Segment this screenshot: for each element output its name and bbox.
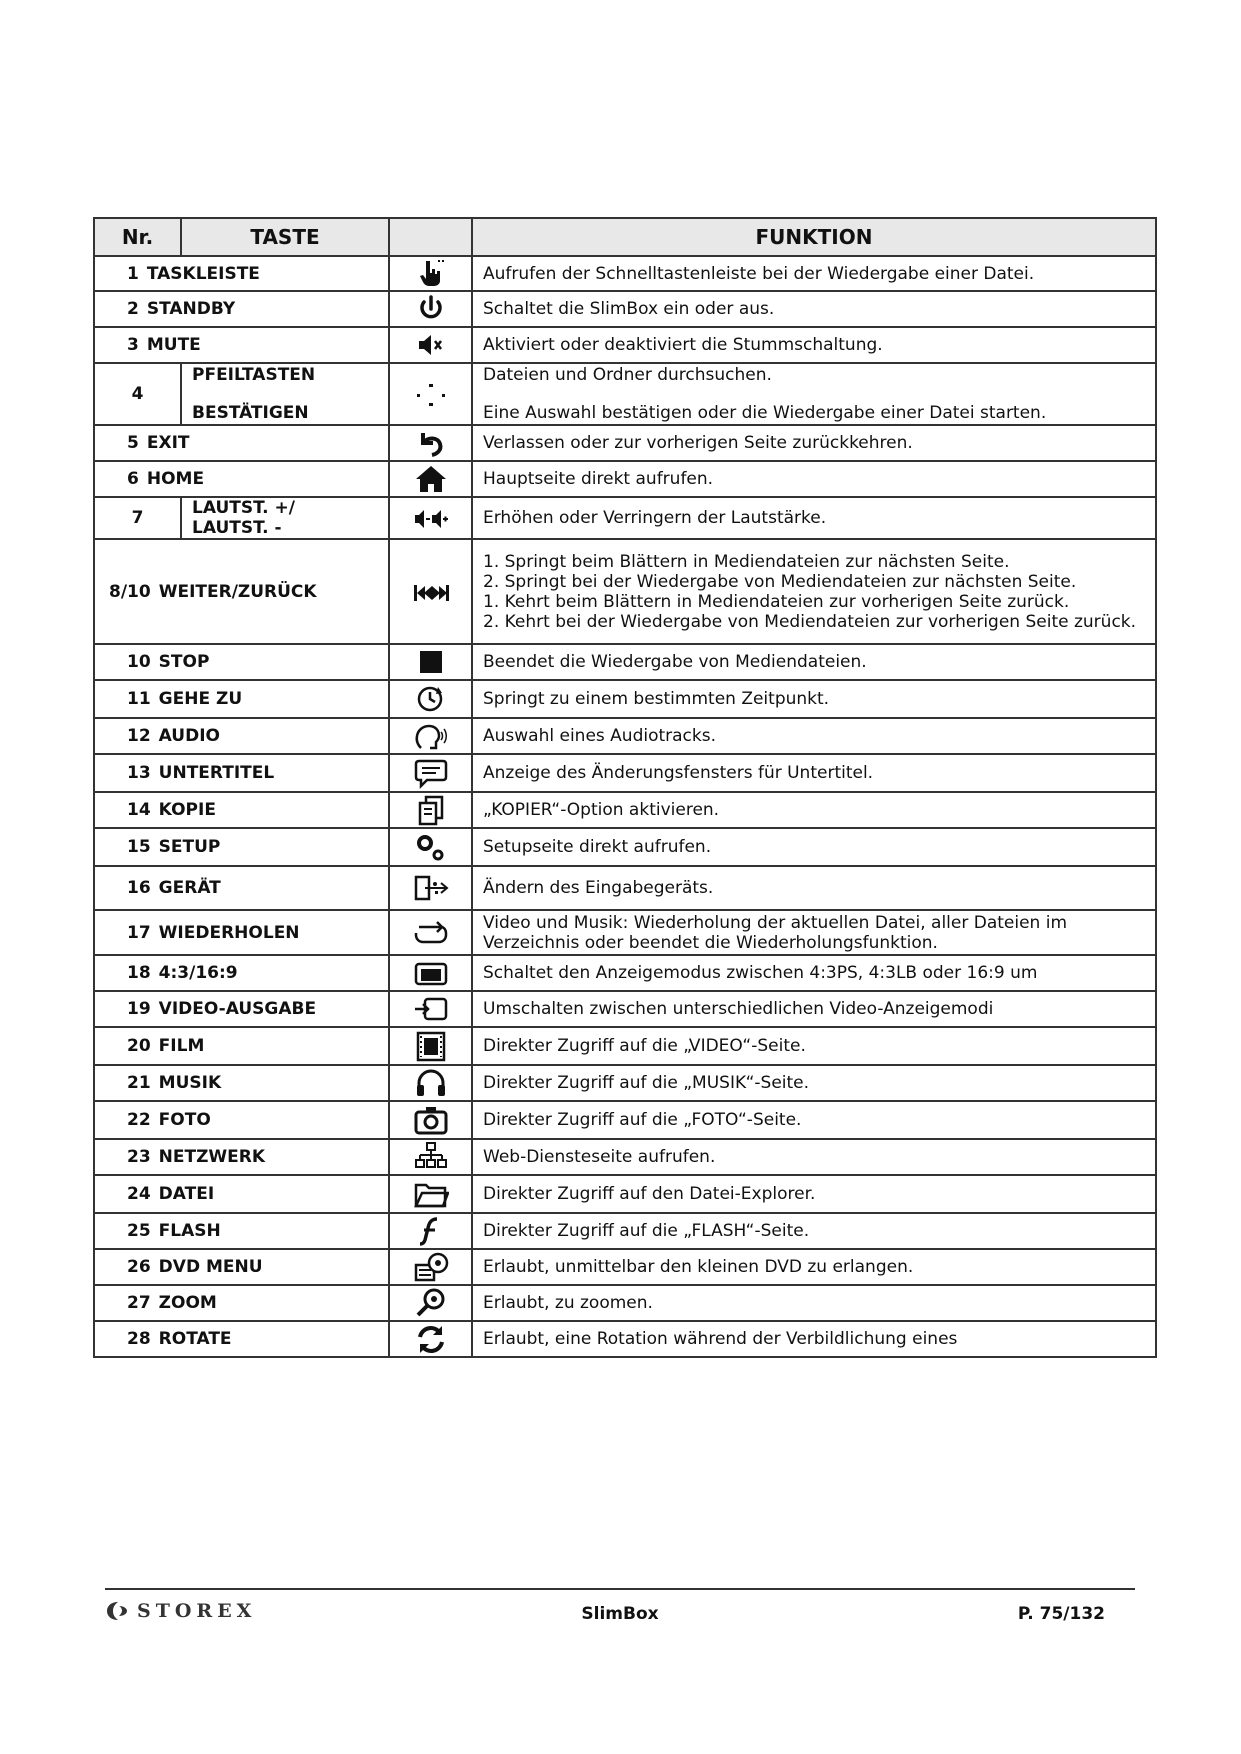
power-icon	[413, 299, 449, 319]
row-nr-taste	[94, 539, 389, 644]
row-funktion	[472, 866, 1156, 910]
row-funktion-line: Direkter Zugriff auf die „FLASH“-Seite.	[483, 1221, 810, 1241]
row-nr-taste-label	[95, 999, 388, 1019]
row-taste: EXIT	[146, 433, 190, 453]
row-nr: 8/10	[109, 581, 151, 602]
row-nr-taste-label	[95, 1329, 388, 1349]
row-nr-taste-label	[95, 1036, 388, 1056]
dvd-menu-icon	[413, 1257, 449, 1277]
row-icon-cell	[389, 1285, 472, 1321]
row-taste: DATEI	[158, 1184, 215, 1204]
row-nr: 13	[127, 763, 151, 783]
row-nr: 4	[94, 363, 181, 425]
row-nr-taste	[94, 1321, 389, 1357]
row-nr-taste	[94, 910, 389, 955]
row-taste: MUSIK	[158, 1073, 222, 1093]
row-funktion-line: Web-Diensteseite aufrufen.	[483, 1147, 716, 1167]
gears-icon	[413, 837, 449, 857]
row-nr-taste-label	[95, 299, 388, 319]
table-row	[94, 1027, 1156, 1065]
row-taste: NETZWERK	[158, 1147, 266, 1167]
row-funktion	[472, 1321, 1156, 1357]
row-funktion-line: Auswahl eines Audiotracks.	[483, 726, 717, 746]
row-nr-taste	[94, 644, 389, 680]
zoom-icon	[413, 1293, 449, 1313]
usb-device-icon	[413, 878, 449, 898]
row-nr-taste	[94, 1101, 389, 1139]
row-nr-taste	[94, 1285, 389, 1321]
row-nr: 10	[127, 652, 151, 672]
row-funktion	[472, 644, 1156, 680]
row-taste: VIDEO-AUSGABE	[158, 999, 317, 1019]
row-nr: 2	[127, 299, 139, 319]
row-taste: DVD MENU	[158, 1257, 263, 1277]
row-nr: 19	[127, 999, 151, 1019]
row-nr-taste-label	[95, 264, 388, 284]
row-funktion	[472, 792, 1156, 828]
row-nr-taste-label	[95, 335, 388, 355]
table-row	[94, 792, 1156, 828]
row-icon-cell	[389, 1321, 472, 1357]
table-row	[94, 991, 1156, 1027]
table-row	[94, 1249, 1156, 1285]
row-taste: WEITER/ZURÜCK	[158, 581, 317, 602]
header-icon	[389, 218, 472, 256]
row-funktion-line: Verlassen oder zur vorherigen Seite zurückkehren.	[483, 433, 913, 453]
row-taste: WIEDERHOLEN	[158, 922, 300, 943]
row-funktion-line: Anzeige des Änderungsfensters für Untertitel.	[483, 763, 874, 783]
skip-icon	[413, 582, 449, 602]
row-nr-taste-label	[95, 763, 388, 783]
row-taste-line: LAUTST. -	[192, 518, 282, 538]
row-funktion-line: Verzeichnis oder beendet die Wiederholungsfunktion.	[483, 932, 938, 953]
row-taste: UNTERTITEL	[158, 763, 275, 783]
table-row	[94, 291, 1156, 327]
row-taste-line: BESTÄTIGEN	[192, 403, 309, 423]
key-function-table	[93, 217, 1157, 1358]
row-funktion-line: 1. Springt beim Blättern in Mediendateien zur nächsten Seite.	[483, 551, 1010, 572]
table-row	[94, 955, 1156, 991]
row-funktion	[472, 461, 1156, 497]
storex-logo-text: STOREX	[137, 1600, 257, 1622]
row-taste: KOPIE	[158, 800, 216, 820]
row-taste: STOP	[158, 652, 210, 672]
row-icon-cell	[389, 327, 472, 363]
row-nr-taste-label	[95, 878, 388, 898]
row-funktion	[472, 539, 1156, 644]
row-funktion-line: Setupseite direkt aufrufen.	[483, 837, 712, 857]
row-funktion	[472, 955, 1156, 991]
table-row	[94, 718, 1156, 754]
row-nr-taste-label	[95, 1110, 388, 1130]
table-row	[94, 497, 1156, 539]
table-row	[94, 363, 1156, 425]
row-nr: 22	[127, 1110, 151, 1130]
folder-icon	[413, 1184, 449, 1204]
row-nr-taste	[94, 955, 389, 991]
row-nr-taste	[94, 256, 389, 291]
volume-icon	[413, 508, 449, 528]
row-nr: 1	[127, 263, 139, 284]
row-icon-cell	[389, 955, 472, 991]
row-nr-taste	[94, 991, 389, 1027]
row-icon-cell	[389, 1139, 472, 1175]
row-nr: 5	[127, 433, 139, 453]
row-nr-taste	[94, 291, 389, 327]
header-taste: TASTE	[181, 218, 389, 256]
headphones-icon	[413, 1073, 449, 1093]
row-nr: 17	[127, 922, 151, 943]
table-row	[94, 1285, 1156, 1321]
row-taste-line: PFEILTASTEN	[192, 365, 316, 385]
table-row	[94, 866, 1156, 910]
row-taste	[181, 497, 389, 539]
row-taste-line: LAUTST. +/	[192, 498, 295, 518]
network-icon	[413, 1147, 449, 1167]
row-icon-cell	[389, 644, 472, 680]
page-footer	[105, 1588, 1135, 1630]
film-icon	[413, 1036, 449, 1056]
row-funktion	[472, 1285, 1156, 1321]
repeat-icon	[413, 923, 449, 943]
row-nr-taste-label	[95, 923, 388, 943]
stop-icon	[413, 652, 449, 672]
row-nr-taste-label	[95, 1257, 388, 1277]
row-nr-taste-label	[95, 433, 388, 453]
row-nr: 21	[127, 1073, 151, 1093]
row-funktion-line: Ändern des Eingabegeräts.	[483, 878, 714, 898]
row-nr: 15	[127, 837, 151, 857]
arrow-keys-icon	[413, 384, 449, 404]
row-nr-taste	[94, 718, 389, 754]
return-icon	[413, 433, 449, 453]
row-funktion-line: Direkter Zugriff auf die „VIDEO“-Seite.	[483, 1036, 806, 1056]
row-taste: AUDIO	[158, 726, 220, 746]
row-nr-taste-label	[95, 1221, 388, 1241]
row-nr-taste	[94, 754, 389, 792]
row-nr: 14	[127, 800, 151, 820]
row-funktion-line: Aktiviert oder deaktiviert die Stummschaltung.	[483, 335, 883, 355]
audio-head-icon	[413, 726, 449, 746]
row-icon-cell	[389, 680, 472, 718]
row-icon-cell	[389, 256, 472, 291]
row-funktion	[472, 828, 1156, 866]
table-row	[94, 539, 1156, 644]
row-nr: 12	[127, 726, 151, 746]
mute-icon	[413, 335, 449, 355]
speech-bubble-icon	[413, 763, 449, 783]
table-body	[94, 256, 1156, 1357]
home-icon	[413, 469, 449, 489]
row-funktion-line: Beendet die Wiedergabe von Mediendateien.	[483, 652, 867, 672]
row-icon-cell	[389, 425, 472, 461]
row-funktion	[472, 363, 1156, 425]
row-nr-taste	[94, 792, 389, 828]
row-nr-taste	[94, 425, 389, 461]
row-funktion	[472, 1249, 1156, 1285]
footer-row	[105, 1590, 1135, 1630]
row-funktion-line: Erlaubt, unmittelbar den kleinen DVD zu erlangen.	[483, 1257, 914, 1277]
row-nr: 25	[127, 1221, 151, 1241]
row-nr: 3	[127, 335, 139, 355]
row-nr: 11	[127, 689, 151, 709]
row-funktion	[472, 718, 1156, 754]
table-row	[94, 1101, 1156, 1139]
row-nr-taste-label	[95, 837, 388, 857]
key-function-table-container	[93, 217, 1155, 1358]
row-funktion-line: Erlaubt, eine Rotation während der Verbildlichung eines	[483, 1329, 958, 1349]
row-icon-cell	[389, 828, 472, 866]
row-funktion	[472, 1175, 1156, 1213]
row-funktion-line: Erhöhen oder Verringern der Lautstärke.	[483, 508, 827, 528]
row-nr: 23	[127, 1147, 151, 1167]
product-name: SlimBox	[581, 1604, 659, 1624]
table-header-row	[94, 218, 1156, 256]
row-nr-taste-label	[95, 652, 388, 672]
row-nr-taste-label	[95, 963, 388, 983]
row-nr-taste-label	[95, 469, 388, 489]
row-funktion	[472, 327, 1156, 363]
row-nr: 27	[127, 1293, 151, 1313]
row-icon-cell	[389, 497, 472, 539]
row-nr: 20	[127, 1036, 151, 1056]
row-funktion	[472, 1213, 1156, 1249]
row-icon-cell	[389, 1175, 472, 1213]
row-nr-taste	[94, 1139, 389, 1175]
row-taste: STANDBY	[146, 299, 236, 319]
table-row	[94, 1213, 1156, 1249]
row-nr-taste-label	[95, 800, 388, 820]
row-nr-taste-label	[95, 689, 388, 709]
row-nr-taste	[94, 866, 389, 910]
row-funktion-line: Erlaubt, zu zoomen.	[483, 1293, 653, 1313]
row-funktion-line: Dateien und Ordner durchsuchen.	[483, 365, 772, 385]
row-nr-taste	[94, 1065, 389, 1101]
row-funktion-line: „KOPIER“-Option aktivieren.	[483, 800, 720, 820]
row-nr: 6	[127, 469, 139, 489]
row-taste: MUTE	[146, 335, 201, 355]
row-icon-cell	[389, 1027, 472, 1065]
row-funktion-line: 1. Kehrt beim Blättern in Mediendateien zur vorherigen Seite zurück.	[483, 591, 1070, 612]
row-icon-cell	[389, 910, 472, 955]
row-funktion-line: Eine Auswahl bestätigen oder die Wiedergabe einer Datei starten.	[483, 403, 1047, 423]
row-nr: 7	[94, 497, 181, 539]
flash-icon	[413, 1221, 449, 1241]
row-nr: 28	[127, 1329, 151, 1349]
row-funktion	[472, 680, 1156, 718]
header-nr: Nr.	[94, 218, 181, 256]
copy-icon	[413, 800, 449, 820]
table-row	[94, 644, 1156, 680]
row-icon-cell	[389, 539, 472, 644]
row-nr-taste	[94, 1249, 389, 1285]
table-row	[94, 828, 1156, 866]
row-nr-taste-label	[95, 582, 388, 602]
row-funktion	[472, 1065, 1156, 1101]
table-row	[94, 1321, 1156, 1357]
row-funktion	[472, 1139, 1156, 1175]
row-nr-taste-label	[95, 726, 388, 746]
row-taste: 4:3/16:9	[158, 963, 238, 983]
row-icon-cell	[389, 866, 472, 910]
row-taste: HOME	[146, 469, 205, 489]
row-taste: GEHE ZU	[158, 689, 243, 709]
row-icon-cell	[389, 291, 472, 327]
row-nr-taste	[94, 1175, 389, 1213]
row-icon-cell	[389, 363, 472, 425]
row-taste: GERÄT	[158, 878, 221, 898]
table-row	[94, 680, 1156, 718]
row-funktion-line: 2. Springt bei der Wiedergabe von Mediendateien zur nächsten Seite.	[483, 571, 1077, 592]
table-row	[94, 256, 1156, 291]
row-icon-cell	[389, 1249, 472, 1285]
row-taste: FLASH	[158, 1221, 221, 1241]
row-nr-taste-label	[95, 1147, 388, 1167]
row-nr: 24	[127, 1184, 151, 1204]
camera-icon	[413, 1110, 449, 1130]
row-taste: ROTATE	[158, 1329, 232, 1349]
row-funktion-line: Direkter Zugriff auf die „MUSIK“-Seite.	[483, 1073, 810, 1093]
row-nr-taste	[94, 1027, 389, 1065]
table-row	[94, 1175, 1156, 1213]
row-taste: SETUP	[158, 837, 221, 857]
row-icon-cell	[389, 718, 472, 754]
row-funktion-line: Schaltet die SlimBox ein oder aus.	[483, 299, 775, 319]
row-funktion	[472, 497, 1156, 539]
row-taste: ZOOM	[158, 1293, 217, 1313]
table-row	[94, 1139, 1156, 1175]
table-row	[94, 327, 1156, 363]
table-row	[94, 461, 1156, 497]
row-funktion-line: Aufrufen der Schnelltastenleiste bei der Wiedergabe einer Datei.	[483, 263, 1035, 284]
row-funktion-line: Hauptseite direkt aufrufen.	[483, 469, 714, 489]
row-nr: 16	[127, 878, 151, 898]
row-icon-cell	[389, 991, 472, 1027]
row-nr-taste-label	[95, 1293, 388, 1313]
row-nr-taste-label	[95, 1184, 388, 1204]
row-funktion	[472, 1027, 1156, 1065]
table-row	[94, 910, 1156, 955]
aspect-ratio-icon	[413, 963, 449, 983]
row-taste	[181, 363, 389, 425]
header-funktion: FUNKTION	[472, 218, 1156, 256]
row-funktion-line: Springt zu einem bestimmten Zeitpunkt.	[483, 689, 830, 709]
row-funktion-line: Video und Musik: Wiederholung der aktuellen Datei, aller Dateien im	[483, 912, 1068, 933]
row-icon-cell	[389, 461, 472, 497]
row-funktion	[472, 291, 1156, 327]
row-taste: TASKLEISTE	[146, 263, 260, 284]
row-funktion	[472, 754, 1156, 792]
row-funktion	[472, 910, 1156, 955]
row-icon-cell	[389, 1065, 472, 1101]
row-nr-taste	[94, 1213, 389, 1249]
row-nr-taste	[94, 461, 389, 497]
row-nr-taste	[94, 828, 389, 866]
row-icon-cell	[389, 792, 472, 828]
row-nr: 18	[127, 963, 151, 983]
row-taste: FOTO	[158, 1110, 211, 1130]
row-funktion	[472, 1101, 1156, 1139]
row-funktion	[472, 425, 1156, 461]
row-icon-cell	[389, 1213, 472, 1249]
row-funktion	[472, 256, 1156, 291]
row-funktion-line: 2. Kehrt bei der Wiedergabe von Mediendateien zur vorherigen Seite zurück.	[483, 611, 1137, 632]
page-number: P. 75/132	[1017, 1604, 1105, 1624]
row-funktion	[472, 991, 1156, 1027]
clock-arrow-icon	[413, 689, 449, 709]
table-row	[94, 754, 1156, 792]
row-icon-cell	[389, 754, 472, 792]
rotate-icon	[413, 1329, 449, 1349]
row-funktion-line: Schaltet den Anzeigemodus zwischen 4:3PS, 4:3LB oder 16:9 um	[483, 963, 1038, 983]
row-taste: FILM	[158, 1036, 205, 1056]
hand-pointer-icon	[413, 264, 449, 284]
table-row	[94, 425, 1156, 461]
row-nr-taste	[94, 680, 389, 718]
row-icon-cell	[389, 1101, 472, 1139]
row-nr-taste-label	[95, 1073, 388, 1093]
table-row	[94, 1065, 1156, 1101]
row-funktion-line: Direkter Zugriff auf die „FOTO“-Seite.	[483, 1110, 802, 1130]
row-nr: 26	[127, 1257, 151, 1277]
row-funktion-line: Umschalten zwischen unterschiedlichen Video-Anzeigemodi	[483, 999, 994, 1019]
row-funktion-line: Direkter Zugriff auf den Datei-Explorer.	[483, 1184, 816, 1204]
video-output-icon	[413, 999, 449, 1019]
row-nr-taste	[94, 327, 389, 363]
